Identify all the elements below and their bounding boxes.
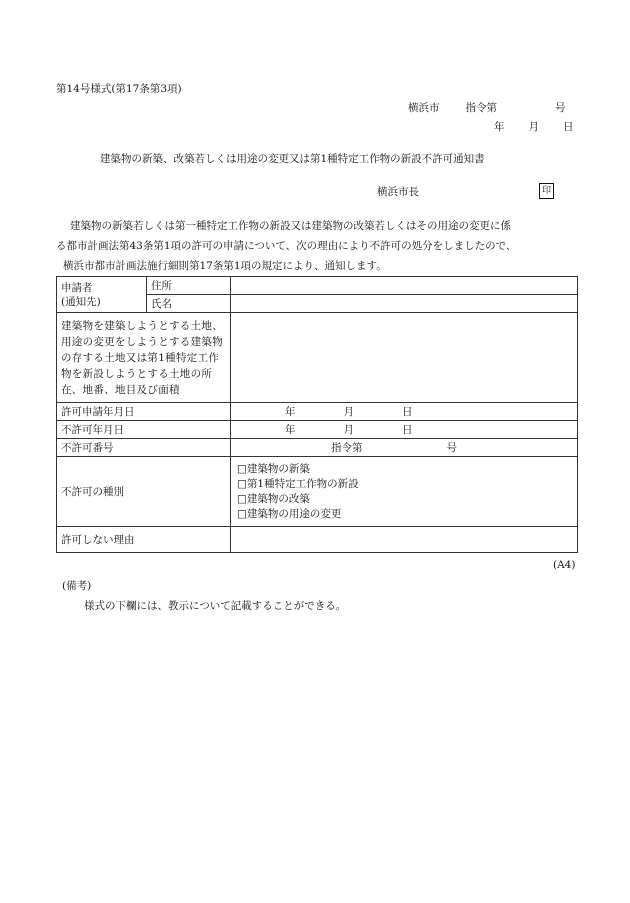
reason-value [231,527,578,553]
name-value [231,295,578,313]
intro-line-3: 横浜市都市計画法施行細則第17条第1項の規定により、通知します。 [63,260,387,272]
intro-line-1: 建築物の新築若しくは第一種特定工作物の新設又は建築物の改築若しくはその用途の変更に係 [70,220,511,232]
refusal-directive: 指令第 [331,441,363,454]
land-label: 建築物を建築しようとする土地、用途の変更をしようとする建築物の存する土地又は第1種特定工作物を新設しようとする土地の所在、地番、地目及び面積 [57,313,231,403]
refusal-type-label: 不許可の種別 [57,457,231,527]
seal-mark [539,183,554,199]
application-date-value [231,403,578,421]
application-table [56,276,578,553]
mayor-label: 横浜市長 [377,186,419,198]
refusal-year: 年 [285,423,296,436]
refusal-number-suffix: 号 [446,441,457,454]
refusal-day: 日 [402,423,413,436]
intro-line-2: る都市計画法第43条第1項の許可の申請について、次の理由により不許可の処分をしましたので、 [56,240,517,252]
address-value [231,277,578,295]
refusal-date-value [231,421,578,439]
reason-label: 許可しない理由 [57,527,231,553]
seal-text: 印 [539,183,554,199]
refusal-month: 月 [343,423,354,436]
name-label: 氏名 [147,295,231,313]
paper-size: (A4) [553,559,576,571]
checkbox-new-building[interactable]: □建築物の新築 [237,462,310,475]
refusal-number-label: 不許可番号 [57,439,231,457]
applicant-label-cell [57,277,147,313]
application-day: 日 [402,405,413,418]
refusal-type-options [231,457,578,527]
issuer-number-suffix: 号 [555,102,566,114]
address-label: 住所 [147,277,231,295]
land-value [231,313,578,403]
checkbox-new-structure[interactable]: □第1種特定工作物の新設 [237,477,359,490]
refusal-date-label: 不許可年月日 [57,421,231,439]
issuer-city: 横浜市 [408,102,440,114]
remarks-heading: (備考) [62,580,92,592]
application-date-label: 許可申請年月日 [57,403,231,421]
remarks-text: 様式の下欄には、教示について記載することができる。 [84,600,347,612]
applicant-label: 申請者 [61,281,93,294]
notify-label: (通知先) [61,295,101,308]
issue-day: 日 [563,121,574,133]
checkbox-use-change[interactable]: □建築物の用途の変更 [237,507,342,520]
application-month: 月 [343,405,354,418]
issue-month: 月 [528,121,539,133]
refusal-number-value [231,439,578,457]
form-number: 第14号様式(第17条第3項) [56,83,182,95]
application-year: 年 [285,405,296,418]
issuer-directive: 指令第 [465,102,497,114]
document-title: 建築物の新築、改築若しくは用途の変更又は第1種特定工作物の新設不許可通知書 [100,153,485,165]
issue-year: 年 [494,121,505,133]
issuer-line [408,100,566,115]
checkbox-rebuild[interactable]: □建築物の改築 [237,492,310,505]
issue-date [494,119,574,134]
